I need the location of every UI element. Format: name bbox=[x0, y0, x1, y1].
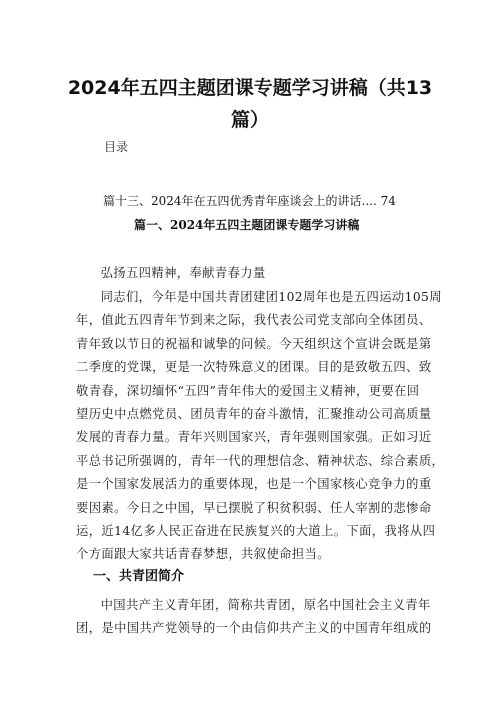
para1-line: 发展的青春力量。青年兴则国家兴，青年强则国家强。正如习近 bbox=[76, 430, 432, 445]
para1-line: 是一个国家发展活力的重要体现，也是一个国家核心竞争力的重 bbox=[76, 477, 432, 492]
para1-line: 运，近14亿多人民正奋进在民族复兴的大道上。下面，我将从四 bbox=[76, 524, 436, 539]
para1-line: 青年致以节日的祝福和诚挚的问候。今天组织这个宣讲会既是第 bbox=[76, 336, 432, 351]
para1-line: 个方面跟大家共话青春梦想，共叙使命担当。 bbox=[76, 547, 330, 562]
toc-label: 目录 bbox=[104, 140, 129, 154]
para1-line: 平总书记所强调的，青年一代的理想信念、精神状态、综合素质， bbox=[76, 453, 445, 468]
paragraph-2 bbox=[76, 594, 432, 641]
document-title bbox=[60, 72, 440, 136]
toc-item-1[interactable]: 篇一、2024年五四主题团课专题学习讲稿 bbox=[134, 218, 360, 232]
para1-line: 要因素。今日之中国，早已摆脱了积贫积弱、任人宰割的悲惨命 bbox=[76, 500, 432, 515]
para1-line: 敬青春，深切缅怀“五四”青年伟大的爱国主义精神，更要在回 bbox=[76, 383, 420, 398]
para2-line: 中国共产主义青年团，简称共青团，原名中国社会主义青年 bbox=[100, 598, 431, 612]
title-line-2: 篇） bbox=[230, 109, 269, 131]
speech-subtitle bbox=[76, 262, 432, 285]
toc-item-13[interactable]: 篇十三、2024年在五四优秀青年座谈会上的讲话.... 74 bbox=[103, 194, 396, 208]
title-line-1: 2024年五四主题团课专题学习讲稿（共13 bbox=[67, 77, 433, 99]
section-heading-1: 一、共青团简介 bbox=[93, 569, 185, 584]
para2-line: 团，是中国共产党领导的一个由信仰共产主义的中国青年组成的 bbox=[76, 621, 432, 636]
para1-line: 二季度的党课，更是一次特殊意义的团课。目的是致敬五四、致 bbox=[76, 360, 432, 375]
paragraph-1 bbox=[76, 286, 445, 567]
para1-line: 同志们，今年是中国共青团建团102周年也是五四运动105周 bbox=[100, 290, 442, 304]
para1-line: 望历史中点燃党员、团员青年的奋斗激情，汇聚推动公司高质量 bbox=[76, 407, 432, 422]
para1-line: 年，值此五四青年节到来之际，我代表公司党支部向全体团员、 bbox=[76, 313, 432, 328]
subtitle-text: 弘扬五四精神，奉献青春力量 bbox=[100, 266, 266, 280]
